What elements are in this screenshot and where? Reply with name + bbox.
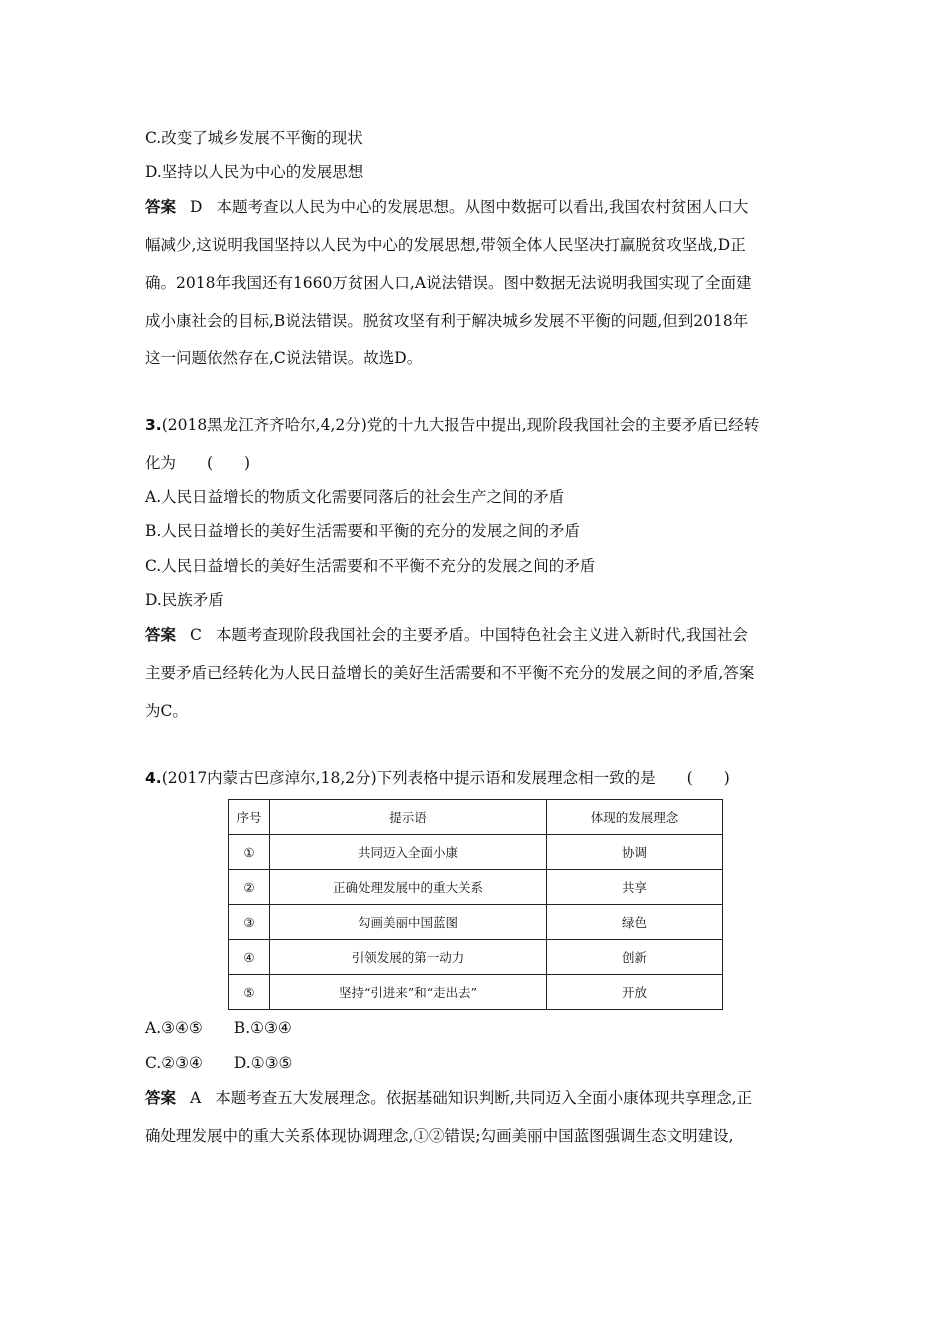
question-text: (2017内蒙古巴彦淖尔,18,2分)下列表格中提示语和发展理念相一致的是 ( ) [161, 769, 730, 787]
option-d: D.民族矛盾 [145, 591, 224, 609]
option-a: A.人民日益增长的物质文化需要同落后的社会生产之间的矛盾 [145, 488, 565, 506]
table-header-cell: 体现的发展理念 [547, 800, 723, 835]
table-cell: 坚持“引进来”和“走出去” [270, 975, 547, 1010]
answer-label: 答案 [145, 1089, 177, 1107]
answer-line [145, 196, 748, 218]
answer-letter: C [190, 626, 202, 644]
question-number: 4. [145, 769, 162, 787]
table-header-row [229, 800, 723, 835]
answer-line [145, 624, 748, 646]
table-cell: ① [229, 835, 270, 870]
table-header-cell: 序号 [229, 800, 270, 835]
question-3-stem [145, 414, 759, 436]
table-cell: 创新 [547, 940, 723, 975]
answer-text: 确。2018年我国还有1660万贫困人口,A说法错误。图中数据无法说明我国实现了全面建 [145, 274, 752, 292]
options-line-2: C.②③④ D.①③⑤ [145, 1054, 293, 1072]
table-cell: 共享 [547, 870, 723, 905]
option-c: C.人民日益增长的美好生活需要和不平衡不充分的发展之间的矛盾 [145, 557, 596, 575]
table-header-cell: 提示语 [270, 800, 547, 835]
table-cell: ④ [229, 940, 270, 975]
table-cell: ⑤ [229, 975, 270, 1010]
answer-text: 本题考查以人民为中心的发展思想。从图中数据可以看出,我国农村贫困人口大 [216, 198, 749, 216]
table-cell: 绿色 [547, 905, 723, 940]
concept-table [228, 799, 723, 1010]
answer-label: 答案 [145, 198, 177, 216]
answer-letter: D [190, 198, 203, 216]
table-cell: ③ [229, 905, 270, 940]
options-line-1: A.③④⑤ B.①③④ [145, 1019, 292, 1037]
table-row [229, 835, 723, 870]
table-row [229, 940, 723, 975]
answer-text: 本题考查五大发展理念。依据基础知识判断,共同迈入全面小康体现共享理念,正 [215, 1089, 753, 1107]
question-text: (2018黑龙江齐齐哈尔,4,2分)党的十九大报告中提出,现阶段我国社会的主要矛盾已经转 [161, 416, 760, 434]
option-c: C.改变了城乡发展不平衡的现状 [145, 129, 363, 147]
answer-line [145, 1087, 752, 1109]
answer-label: 答案 [145, 626, 177, 644]
question-4-stem [145, 767, 730, 789]
answer-text: 确处理发展中的重大关系体现协调理念,①②错误;勾画美丽中国蓝图强调生态文明建设, [145, 1127, 734, 1145]
answer-text: 幅减少,这说明我国坚持以人民为中心的发展思想,带领全体人民坚决打赢脱贫攻坚战,D正 [145, 236, 746, 254]
table-cell: 共同迈入全面小康 [270, 835, 547, 870]
table-cell: 协调 [547, 835, 723, 870]
table-cell: 正确处理发展中的重大关系 [270, 870, 547, 905]
option-b: B.人民日益增长的美好生活需要和平衡的充分的发展之间的矛盾 [145, 522, 580, 540]
answer-text: 这一问题依然存在,C说法错误。故选D。 [145, 349, 423, 367]
option-d: D.坚持以人民为中心的发展思想 [145, 163, 364, 181]
question-3-stem-cont: 化为 ( ) [145, 454, 251, 472]
question-number: 3. [145, 416, 162, 434]
answer-text: 为C。 [145, 702, 188, 720]
table-cell: ② [229, 870, 270, 905]
answer-text: 成小康社会的目标,B说法错误。脱贫攻坚有利于解决城乡发展不平衡的问题,但到2018年 [145, 312, 749, 330]
answer-text: 本题考查现阶段我国社会的主要矛盾。中国特色社会主义进入新时代,我国社会 [215, 626, 748, 644]
answer-text: 主要矛盾已经转化为人民日益增长的美好生活需要和不平衡不充分的发展之间的矛盾,答案 [145, 664, 755, 682]
table-row [229, 975, 723, 1010]
table-row [229, 905, 723, 940]
table-cell: 勾画美丽中国蓝图 [270, 905, 547, 940]
table-row [229, 870, 723, 905]
table-cell: 引领发展的第一动力 [270, 940, 547, 975]
answer-letter: A [190, 1089, 202, 1107]
table-cell: 开放 [547, 975, 723, 1010]
